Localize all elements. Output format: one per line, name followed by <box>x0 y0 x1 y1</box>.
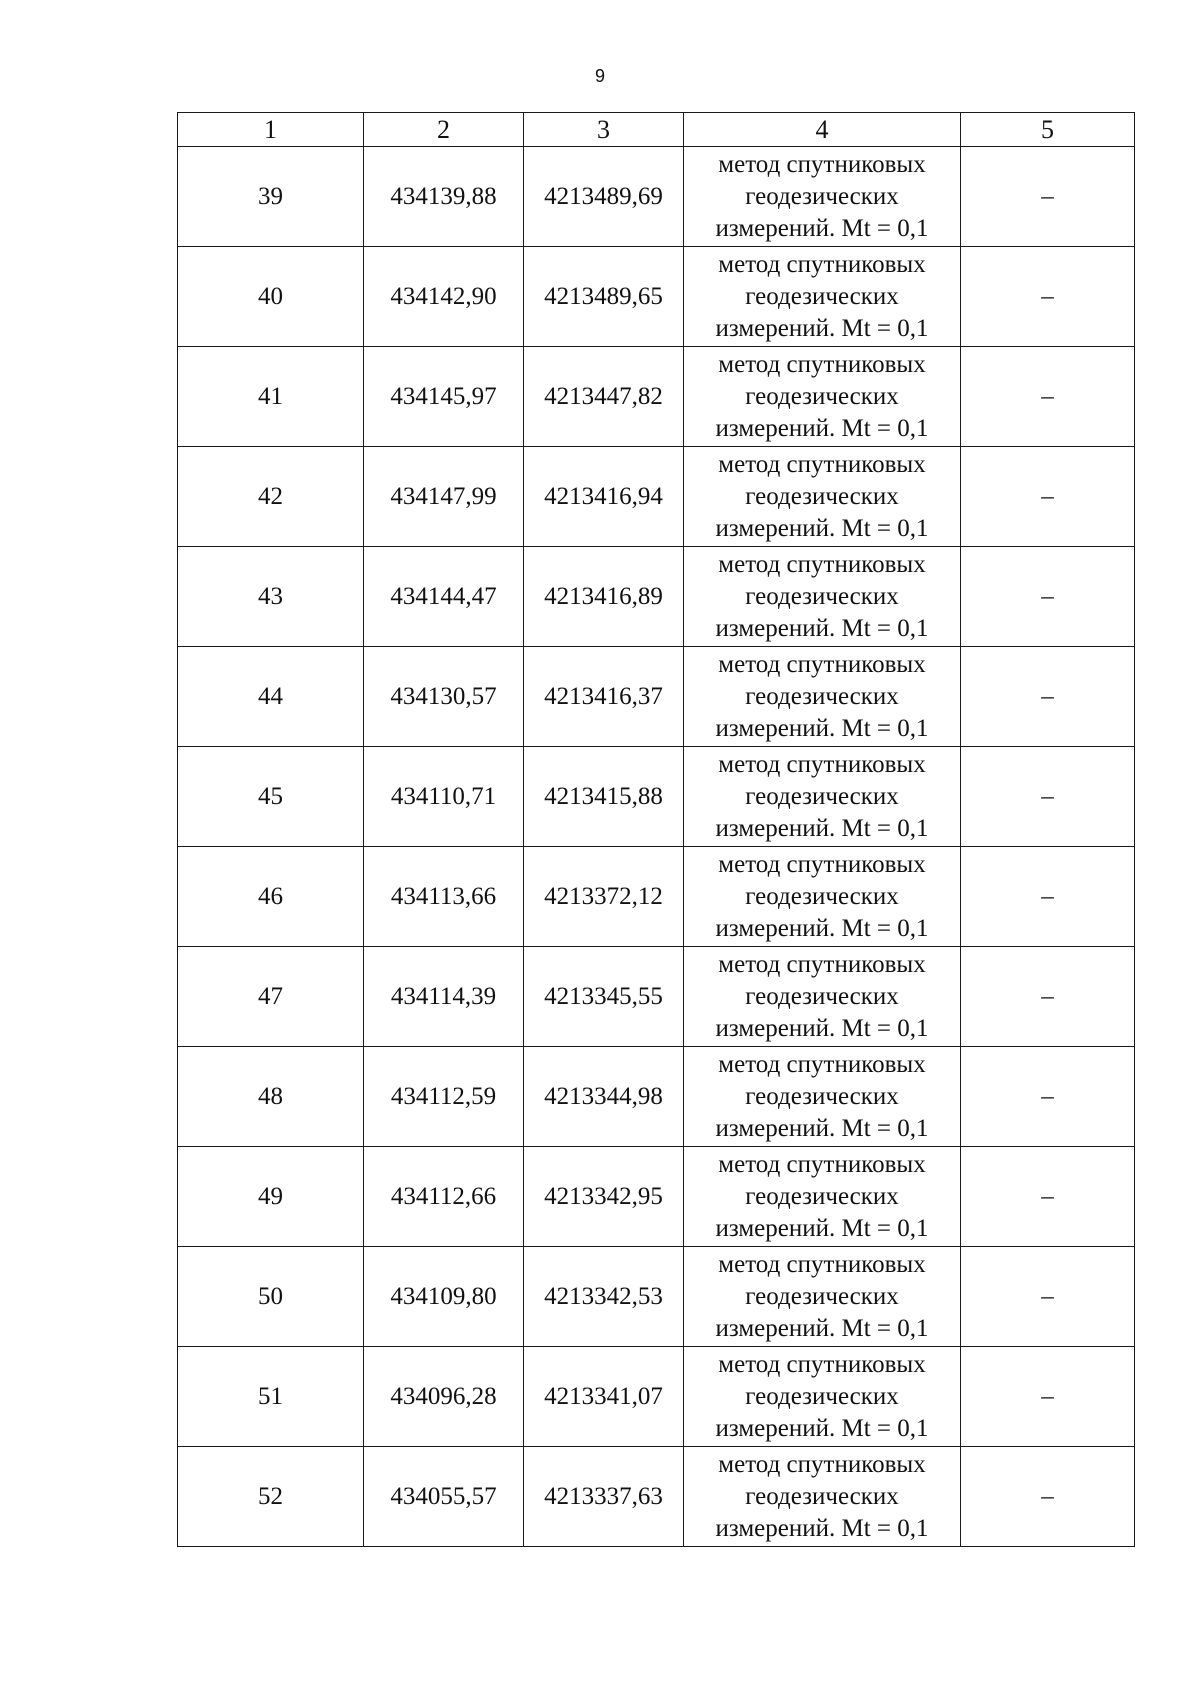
method-line: геодезических <box>745 882 899 910</box>
method-line: геодезических <box>745 982 899 1010</box>
method-cell <box>684 647 961 747</box>
point-number-cell: 44 <box>178 647 364 747</box>
note-cell: – <box>961 1147 1135 1247</box>
point-number-cell: 39 <box>178 147 364 247</box>
method-cell <box>684 847 961 947</box>
method-line: метод спутниковых <box>718 1150 926 1178</box>
method-line: измерений. Mt = 0,1 <box>715 614 929 642</box>
method-cell <box>684 1347 961 1447</box>
x-coordinate-cell: 434055,57 <box>364 1447 524 1547</box>
method-line: измерений. Mt = 0,1 <box>715 514 929 542</box>
method-line: геодезических <box>745 482 899 510</box>
note-cell: – <box>961 347 1135 447</box>
method-line: измерений. Mt = 0,1 <box>715 1414 929 1442</box>
method-line: метод спутниковых <box>718 1350 926 1378</box>
method-cell <box>684 447 961 547</box>
x-coordinate-cell: 434113,66 <box>364 847 524 947</box>
method-line: измерений. Mt = 0,1 <box>715 1314 929 1342</box>
method-line: метод спутниковых <box>718 350 926 378</box>
x-coordinate-cell: 434139,88 <box>364 147 524 247</box>
method-line: измерений. Mt = 0,1 <box>715 314 929 342</box>
table-row <box>178 347 1135 447</box>
y-coordinate-cell: 4213345,55 <box>524 947 684 1047</box>
method-line: измерений. Mt = 0,1 <box>715 414 929 442</box>
method-line: метод спутниковых <box>718 1050 926 1078</box>
x-coordinate-cell: 434147,99 <box>364 447 524 547</box>
method-cell <box>684 947 961 1047</box>
table-row <box>178 847 1135 947</box>
page-number: 9 <box>594 66 605 86</box>
note-cell: – <box>961 747 1135 847</box>
method-line: метод спутниковых <box>718 850 926 878</box>
header-col-3: 3 <box>524 113 684 147</box>
method-line: геодезических <box>745 1382 899 1410</box>
method-line: геодезических <box>745 182 899 210</box>
note-cell: – <box>961 447 1135 547</box>
table-row <box>178 1247 1135 1347</box>
method-cell <box>684 1047 961 1147</box>
method-line: метод спутниковых <box>718 1450 926 1478</box>
method-line: измерений. Mt = 0,1 <box>715 914 929 942</box>
point-number-cell: 48 <box>178 1047 364 1147</box>
point-number-cell: 47 <box>178 947 364 1047</box>
y-coordinate-cell: 4213489,65 <box>524 247 684 347</box>
note-cell: – <box>961 147 1135 247</box>
point-number-cell: 46 <box>178 847 364 947</box>
method-line: геодезических <box>745 282 899 310</box>
point-number-cell: 51 <box>178 1347 364 1447</box>
table-header <box>178 113 1135 147</box>
method-line: метод спутниковых <box>718 950 926 978</box>
point-number-cell: 40 <box>178 247 364 347</box>
method-line: измерений. Mt = 0,1 <box>715 814 929 842</box>
x-coordinate-cell: 434096,28 <box>364 1347 524 1447</box>
note-cell: – <box>961 1047 1135 1147</box>
method-line: геодезических <box>745 1482 899 1510</box>
method-line: измерений. Mt = 0,1 <box>715 214 929 242</box>
point-number-cell: 52 <box>178 1447 364 1547</box>
x-coordinate-cell: 434112,66 <box>364 1147 524 1247</box>
table-row <box>178 947 1135 1047</box>
table-row <box>178 1347 1135 1447</box>
y-coordinate-cell: 4213337,63 <box>524 1447 684 1547</box>
y-coordinate-cell: 4213416,89 <box>524 547 684 647</box>
method-cell <box>684 347 961 447</box>
method-line: геодезических <box>745 382 899 410</box>
method-line: метод спутниковых <box>718 250 926 278</box>
x-coordinate-cell: 434145,97 <box>364 347 524 447</box>
y-coordinate-cell: 4213416,37 <box>524 647 684 747</box>
point-number-cell: 49 <box>178 1147 364 1247</box>
method-cell <box>684 547 961 647</box>
table-row <box>178 1147 1135 1247</box>
note-cell: – <box>961 1247 1135 1347</box>
y-coordinate-cell: 4213489,69 <box>524 147 684 247</box>
method-line: геодезических <box>745 1282 899 1310</box>
y-coordinate-cell: 4213344,98 <box>524 1047 684 1147</box>
point-number-cell: 45 <box>178 747 364 847</box>
point-number-cell: 50 <box>178 1247 364 1347</box>
method-line: измерений. Mt = 0,1 <box>715 1014 929 1042</box>
y-coordinate-cell: 4213447,82 <box>524 347 684 447</box>
point-number-cell: 42 <box>178 447 364 547</box>
point-number-cell: 43 <box>178 547 364 647</box>
method-line: метод спутниковых <box>718 450 926 478</box>
header-col-4: 4 <box>684 113 961 147</box>
y-coordinate-cell: 4213341,07 <box>524 1347 684 1447</box>
method-line: геодезических <box>745 1182 899 1210</box>
method-cell <box>684 747 961 847</box>
note-cell: – <box>961 947 1135 1047</box>
method-line: геодезических <box>745 782 899 810</box>
method-line: геодезических <box>745 682 899 710</box>
x-coordinate-cell: 434114,39 <box>364 947 524 1047</box>
table-row <box>178 247 1135 347</box>
method-cell <box>684 1447 961 1547</box>
y-coordinate-cell: 4213372,12 <box>524 847 684 947</box>
method-cell <box>684 1147 961 1247</box>
x-coordinate-cell: 434142,90 <box>364 247 524 347</box>
method-line: метод спутниковых <box>718 150 926 178</box>
table-row <box>178 547 1135 647</box>
note-cell: – <box>961 547 1135 647</box>
method-line: измерений. Mt = 0,1 <box>715 714 929 742</box>
method-line: метод спутниковых <box>718 1250 926 1278</box>
method-cell <box>684 247 961 347</box>
method-cell <box>684 147 961 247</box>
x-coordinate-cell: 434112,59 <box>364 1047 524 1147</box>
note-cell: – <box>961 1447 1135 1547</box>
header-col-5: 5 <box>961 113 1135 147</box>
method-line: метод спутниковых <box>718 650 926 678</box>
method-line: измерений. Mt = 0,1 <box>715 1214 929 1242</box>
method-line: измерений. Mt = 0,1 <box>715 1114 929 1142</box>
header-col-1: 1 <box>178 113 364 147</box>
x-coordinate-cell: 434144,47 <box>364 547 524 647</box>
note-cell: – <box>961 647 1135 747</box>
table-row <box>178 647 1135 747</box>
x-coordinate-cell: 434109,80 <box>364 1247 524 1347</box>
header-col-2: 2 <box>364 113 524 147</box>
header-row <box>178 113 1135 147</box>
x-coordinate-cell: 434130,57 <box>364 647 524 747</box>
method-line: измерений. Mt = 0,1 <box>715 1514 929 1542</box>
note-cell: – <box>961 247 1135 347</box>
table-row <box>178 447 1135 547</box>
method-line: метод спутниковых <box>718 750 926 778</box>
method-line: геодезических <box>745 1082 899 1110</box>
y-coordinate-cell: 4213342,53 <box>524 1247 684 1347</box>
note-cell: – <box>961 847 1135 947</box>
y-coordinate-cell: 4213415,88 <box>524 747 684 847</box>
method-line: геодезических <box>745 582 899 610</box>
method-cell <box>684 1247 961 1347</box>
note-cell: – <box>961 1347 1135 1447</box>
table-row <box>178 147 1135 247</box>
table-row <box>178 747 1135 847</box>
point-number-cell: 41 <box>178 347 364 447</box>
table-row <box>178 1447 1135 1547</box>
table-body <box>178 147 1135 1547</box>
y-coordinate-cell: 4213342,95 <box>524 1147 684 1247</box>
y-coordinate-cell: 4213416,94 <box>524 447 684 547</box>
method-line: метод спутниковых <box>718 550 926 578</box>
x-coordinate-cell: 434110,71 <box>364 747 524 847</box>
table-row <box>178 1047 1135 1147</box>
coordinates-table <box>177 112 1135 1547</box>
